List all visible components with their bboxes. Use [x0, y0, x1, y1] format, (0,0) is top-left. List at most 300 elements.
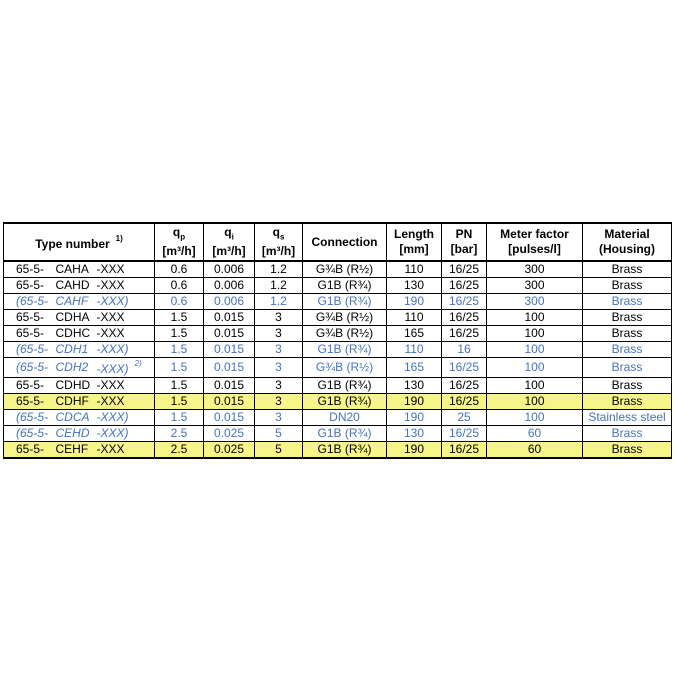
length-cell [387, 294, 442, 310]
length-cell [387, 310, 442, 326]
qi-cell [204, 294, 255, 310]
length-cell-text: 165 [404, 360, 425, 374]
qp-cell-text: 2.5 [170, 442, 188, 456]
length-cell-text: 130 [404, 426, 425, 440]
type-prefix-text: 65-5- [16, 262, 45, 276]
qs-cell-text: 5 [275, 442, 282, 456]
material-cell-text: Brass [611, 360, 643, 374]
pn-cell [442, 342, 487, 358]
connection-cell-text: G1B (R¾) [317, 278, 372, 292]
qi-cell-text: 0.015 [214, 360, 245, 374]
meter-factor-cell-text: 60 [527, 442, 542, 456]
qp-cell-text: 0.6 [170, 262, 188, 276]
type-code-text: CAHA [55, 262, 89, 276]
qs-cell [255, 278, 303, 294]
qi-cell [204, 426, 255, 442]
length-cell-text: 190 [404, 394, 425, 408]
qs-cell-text: 3 [275, 310, 282, 324]
qi-cell-text: 0.006 [214, 262, 245, 276]
type-suffix-text: -XXX [96, 326, 125, 340]
connection-cell [303, 426, 387, 442]
material-cell [583, 378, 672, 394]
qi-cell-text: 0.015 [214, 378, 245, 392]
meter-type-table [3, 222, 672, 459]
length-cell [387, 442, 442, 459]
qp-cell-text: 1.5 [170, 378, 188, 392]
pn-unit: [bar] [450, 242, 478, 256]
type-code-text: CAHF [55, 294, 89, 308]
qp-cell-text: 1.5 [170, 410, 188, 424]
length-cell-text: 110 [404, 262, 424, 276]
type-code [53, 278, 95, 294]
type-suffix-text: -XXX) [96, 294, 129, 308]
qp-cell-text: 1.5 [170, 394, 188, 408]
pn-cell-text: 16/25 [449, 310, 480, 324]
material-cell [583, 326, 672, 342]
table-row [4, 426, 672, 442]
header-row [4, 223, 672, 261]
qp-cell-text: 1.5 [170, 360, 188, 374]
material-cell [583, 278, 672, 294]
type-suffix [95, 310, 155, 326]
connection-cell [303, 410, 387, 426]
qi-cell [204, 342, 255, 358]
meter-factor-cell-text: 100 [524, 378, 545, 392]
length-cell [387, 358, 442, 378]
connection-cell-text: G1B (R¾) [317, 442, 372, 456]
table-row [4, 358, 672, 378]
pn-cell-text: 25 [457, 410, 471, 424]
qi-cell-text: 0.015 [214, 310, 245, 324]
header-qs [255, 223, 303, 261]
meter-factor-cell-text: 60 [527, 426, 542, 440]
qp-cell-text: 1.5 [170, 310, 188, 324]
header-material [583, 223, 672, 261]
qi-cell [204, 261, 255, 278]
qs-symbol: q [272, 224, 280, 239]
qp-cell [155, 378, 204, 394]
qp-cell [155, 394, 204, 410]
table-row [4, 378, 672, 394]
type-prefix [4, 426, 53, 442]
connection-cell-text: G1B (R¾) [317, 342, 372, 356]
qs-cell [255, 310, 303, 326]
qp-symbol: q [172, 224, 181, 239]
connection-cell [303, 394, 387, 410]
type-prefix [4, 294, 53, 310]
connection-cell-text: G¾B (R½) [315, 326, 374, 340]
meter-factor-cell [487, 342, 583, 358]
meter-factor-cell [487, 442, 583, 459]
pn-cell-text: 16/25 [449, 294, 480, 308]
qp-cell [155, 294, 204, 310]
qs-cell-text: 5 [275, 426, 282, 440]
meter-factor-cell [487, 410, 583, 426]
type-suffix-text: -XXX [96, 378, 125, 392]
qp-cell-text: 1.5 [170, 326, 188, 340]
qs-cell-text: 1.2 [270, 262, 287, 276]
meter-factor-cell-text: 100 [524, 326, 545, 340]
meter-factor-cell [487, 326, 583, 342]
table-row [4, 410, 672, 426]
connection-cell [303, 278, 387, 294]
qp-cell-text: 0.6 [170, 294, 188, 308]
qi-cell [204, 378, 255, 394]
type-suffix [95, 342, 155, 358]
type-suffix-text: -XXX) [96, 342, 129, 356]
meter-factor-label: Meter factor [500, 227, 569, 241]
type-prefix-text: 65-5- [16, 278, 45, 292]
qs-cell [255, 358, 303, 378]
pn-cell-text: 16/25 [449, 360, 480, 374]
qs-cell-text: 3 [275, 326, 282, 340]
pn-cell [442, 261, 487, 278]
qp-cell [155, 261, 204, 278]
type-suffix [95, 261, 155, 278]
length-cell [387, 342, 442, 358]
length-label: Length [394, 227, 435, 241]
header-pn [442, 223, 487, 261]
pn-cell [442, 378, 487, 394]
meter-factor-cell [487, 278, 583, 294]
qs-cell [255, 426, 303, 442]
pn-cell-text: 16/25 [449, 442, 480, 456]
length-cell [387, 410, 442, 426]
type-suffix-text: -XXX [96, 394, 125, 408]
qs-cell-text: 3 [275, 394, 282, 408]
type-prefix [4, 394, 53, 410]
length-cell-text: 165 [404, 326, 425, 340]
qp-cell [155, 426, 204, 442]
type-suffix [95, 442, 155, 459]
header-meter-factor [487, 223, 583, 261]
length-unit: [mm] [399, 242, 429, 256]
qi-cell-text: 0.025 [214, 426, 245, 440]
type-code [53, 358, 95, 378]
type-prefix-text: 65-5- [16, 378, 45, 392]
type-prefix [4, 342, 53, 358]
qp-subscript: p [180, 232, 186, 242]
meter-factor-cell-text: 100 [524, 394, 545, 408]
meter-factor-cell [487, 310, 583, 326]
header-type-number [4, 223, 155, 261]
material-cell [583, 426, 672, 442]
type-code-text: CDH2 [55, 360, 89, 374]
length-cell-text: 130 [404, 278, 425, 292]
type-code [53, 442, 95, 459]
meter-factor-cell [487, 358, 583, 378]
table-row [4, 326, 672, 342]
type-prefix [4, 278, 53, 294]
meter-factor-cell-text: 100 [524, 410, 545, 424]
qi-cell [204, 394, 255, 410]
table-row [4, 261, 672, 278]
table-body [4, 261, 672, 458]
footnote-marker: 2) [134, 359, 142, 368]
material-cell-text: Brass [611, 442, 643, 456]
type-prefix [4, 310, 53, 326]
type-suffix-text: -XXX [96, 262, 125, 276]
material-cell [583, 394, 672, 410]
type-code [53, 326, 95, 342]
type-prefix [4, 378, 53, 394]
material-sub-label: (Housing) [599, 242, 656, 256]
type-suffix-text: -XXX [96, 442, 125, 456]
qp-cell [155, 410, 204, 426]
length-cell [387, 326, 442, 342]
qi-cell [204, 358, 255, 378]
qi-symbol: q [224, 224, 232, 239]
type-number-label: Type number [35, 236, 110, 251]
pn-cell-text: 16/25 [449, 278, 480, 292]
qi-cell-text: 0.006 [214, 278, 245, 292]
type-prefix-text: 65-5- [16, 326, 45, 340]
material-cell [583, 342, 672, 358]
qi-cell-text: 0.015 [214, 342, 245, 356]
type-code-text: CDHA [55, 310, 90, 324]
qs-cell [255, 378, 303, 394]
type-prefix [4, 326, 53, 342]
material-cell-text: Brass [611, 310, 643, 324]
length-cell-text: 110 [404, 310, 424, 324]
qi-cell-text: 0.015 [214, 394, 245, 408]
type-prefix-text: (65-5- [16, 342, 49, 356]
connection-label: Connection [311, 234, 378, 249]
pn-cell-text: 16/25 [449, 378, 480, 392]
connection-cell [303, 442, 387, 459]
material-cell [583, 261, 672, 278]
qp-cell-text: 1.5 [170, 342, 188, 356]
qi-cell [204, 310, 255, 326]
type-suffix-text: -XXX [96, 310, 125, 324]
type-suffix [95, 278, 155, 294]
type-suffix [95, 394, 155, 410]
qs-unit: [m³/h] [261, 244, 296, 259]
pn-cell [442, 426, 487, 442]
material-cell-text: Brass [611, 262, 643, 276]
connection-cell-text: DN20 [329, 410, 360, 424]
table-row [4, 342, 672, 358]
qp-unit: [m³/h] [162, 244, 196, 259]
qs-cell [255, 326, 303, 342]
length-cell-text: 190 [404, 442, 425, 456]
material-cell-text: Brass [611, 278, 643, 292]
type-code-text: CDCA [55, 410, 90, 424]
type-suffix [95, 294, 155, 310]
length-cell-text: 110 [404, 342, 424, 356]
material-cell-text: Stainless steel [588, 410, 666, 424]
type-prefix [4, 442, 53, 459]
connection-cell-text: G1B (R¾) [317, 378, 372, 392]
qs-subscript: s [279, 232, 285, 242]
type-code [53, 261, 95, 278]
qs-cell-text: 3 [275, 360, 282, 374]
material-cell-text: Brass [611, 342, 643, 356]
qp-cell-text: 2.5 [170, 426, 188, 440]
qp-cell [155, 310, 204, 326]
type-code [53, 310, 95, 326]
meter-factor-cell [487, 261, 583, 278]
qi-cell [204, 278, 255, 294]
qi-cell-text: 0.006 [214, 294, 245, 308]
type-code [53, 294, 95, 310]
qi-cell-text: 0.015 [214, 410, 245, 424]
qi-cell-text: 0.025 [214, 442, 245, 456]
connection-cell-text: G1B (R¾) [317, 394, 372, 408]
type-code [53, 378, 95, 394]
connection-cell-text: G¾B (R½) [315, 262, 374, 276]
meter-factor-cell-text: 300 [524, 262, 545, 276]
header-connection [303, 223, 387, 261]
length-cell-text: 130 [404, 378, 425, 392]
meter-factor-cell [487, 394, 583, 410]
material-label: Material [604, 227, 650, 241]
length-cell [387, 394, 442, 410]
material-cell [583, 410, 672, 426]
meter-factor-cell-text: 100 [524, 342, 545, 356]
qs-cell-text: 3 [275, 378, 282, 392]
connection-cell-text: G¾B (R½) [315, 310, 374, 324]
pn-cell-text: 16/25 [449, 426, 480, 440]
type-code-text: CEHD [55, 426, 90, 440]
type-suffix-text: -XXX [96, 278, 125, 292]
qp-cell [155, 342, 204, 358]
length-cell [387, 261, 442, 278]
length-cell-text: 190 [404, 410, 425, 424]
qp-cell [155, 278, 204, 294]
qs-cell [255, 261, 303, 278]
type-code [53, 342, 95, 358]
material-cell-text: Brass [611, 326, 643, 340]
type-suffix [95, 358, 155, 378]
meter-factor-cell-text: 300 [524, 294, 545, 308]
type-prefix-text: (65-5- [16, 410, 49, 424]
type-code [53, 410, 95, 426]
table-row [4, 310, 672, 326]
qs-cell-text: 3 [275, 410, 282, 424]
material-cell [583, 310, 672, 326]
qi-cell-text: 0.015 [214, 326, 245, 340]
material-cell-text: Brass [611, 294, 643, 308]
type-prefix-text: 65-5- [16, 394, 45, 408]
meter-factor-cell-text: 100 [524, 310, 545, 324]
type-code [53, 394, 95, 410]
type-suffix-text: -XXX) [96, 410, 129, 424]
pn-cell-text: 16 [457, 342, 471, 356]
length-cell [387, 278, 442, 294]
type-prefix-text: (65-5- [16, 294, 49, 308]
pn-cell [442, 278, 487, 294]
material-cell [583, 358, 672, 378]
qs-cell [255, 294, 303, 310]
table-row [4, 394, 672, 410]
length-cell-text: 190 [404, 294, 425, 308]
table-row [4, 294, 672, 310]
type-suffix-text: -XXX) [96, 362, 129, 376]
type-prefix [4, 410, 53, 426]
type-prefix-text: (65-5- [16, 426, 49, 440]
connection-cell [303, 326, 387, 342]
meter-factor-cell [487, 426, 583, 442]
type-suffix [95, 410, 155, 426]
type-prefix [4, 358, 53, 378]
pn-cell [442, 394, 487, 410]
pn-cell [442, 326, 487, 342]
qi-cell [204, 326, 255, 342]
pn-cell [442, 310, 487, 326]
type-suffix [95, 378, 155, 394]
meter-factor-unit: [pulses/l] [508, 242, 561, 256]
meter-factor-cell-text: 100 [524, 360, 545, 374]
pn-cell-text: 16/25 [449, 394, 480, 408]
qs-cell-text: 1.2 [270, 278, 287, 292]
material-cell-text: Brass [611, 426, 643, 440]
qi-cell [204, 410, 255, 426]
connection-cell [303, 294, 387, 310]
connection-cell [303, 310, 387, 326]
material-cell-text: Brass [611, 378, 643, 392]
type-prefix-text: 65-5- [16, 442, 45, 456]
pn-cell [442, 442, 487, 459]
connection-cell [303, 342, 387, 358]
table-row [4, 278, 672, 294]
type-code-text: CDHC [55, 326, 91, 340]
type-suffix [95, 326, 155, 342]
connection-cell [303, 358, 387, 378]
pn-cell [442, 294, 487, 310]
qs-cell-text: 1.2 [270, 294, 287, 308]
qp-cell [155, 442, 204, 459]
pn-label: PN [455, 227, 473, 241]
type-prefix-text: 65-5- [16, 310, 45, 324]
qp-cell [155, 326, 204, 342]
pn-cell-text: 16/25 [449, 262, 480, 276]
qi-unit: [m³/h] [212, 244, 246, 259]
qs-cell [255, 342, 303, 358]
connection-cell [303, 261, 387, 278]
type-prefix [4, 261, 53, 278]
qs-cell [255, 442, 303, 459]
type-code-text: CAHD [55, 278, 90, 292]
type-suffix-text: -XXX) [96, 426, 129, 440]
material-cell-text: Brass [611, 394, 643, 408]
meter-factor-cell [487, 294, 583, 310]
connection-cell-text: G1B (R¾) [317, 426, 372, 440]
type-prefix-text: (65-5- [16, 360, 49, 374]
length-cell [387, 426, 442, 442]
qs-cell [255, 410, 303, 426]
material-cell [583, 442, 672, 459]
type-code-text: CDH1 [55, 342, 89, 356]
meter-factor-cell [487, 378, 583, 394]
type-suffix [95, 426, 155, 442]
connection-cell-text: G1B (R¾) [317, 294, 372, 308]
pn-cell [442, 358, 487, 378]
pn-cell-text: 16/25 [449, 326, 480, 340]
qi-cell [204, 442, 255, 459]
table-row [4, 442, 672, 459]
material-cell [583, 294, 672, 310]
qs-cell-text: 3 [275, 342, 282, 356]
type-code-text: CDHF [55, 394, 89, 408]
type-code-text: CDHD [55, 378, 91, 392]
connection-cell-text: G¾B (R½) [315, 360, 374, 374]
type-code [53, 426, 95, 442]
header-length [387, 223, 442, 261]
qp-cell [155, 358, 204, 378]
qs-cell [255, 394, 303, 410]
header-qp [155, 223, 204, 261]
